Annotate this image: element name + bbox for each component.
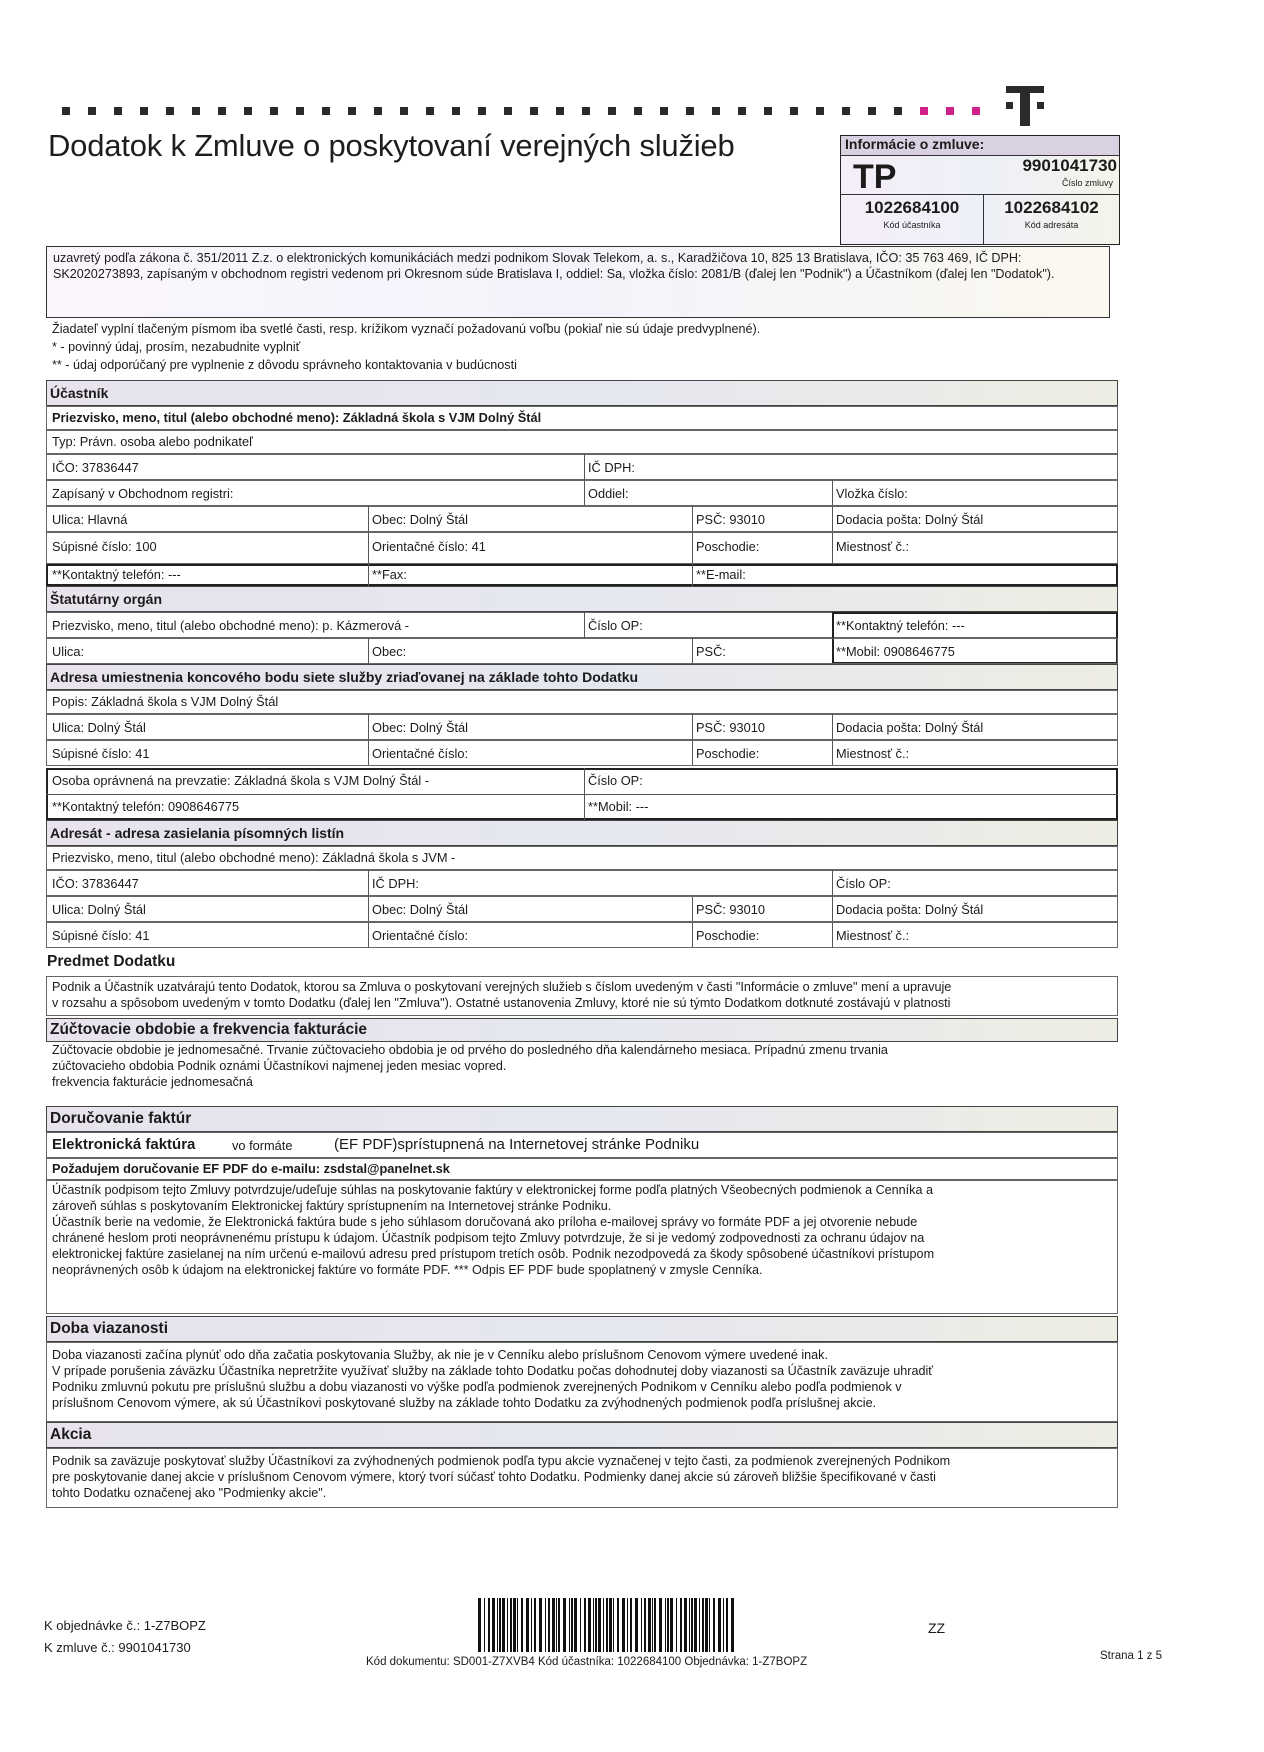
contract-number-label: Číslo zmluvy (1061, 178, 1113, 188)
zuctovacie-line-1: Zúčtovacie obdobie je jednomesačné. Trvanie zúčtovacieho obdobia je od prvého do posledného dňa kalendárneho mesiaca. Prípadnú zmenu trvania (52, 1043, 888, 1057)
header-dot (166, 107, 174, 115)
header-dot (452, 107, 460, 115)
info-box-heading: Informácie o zmluve: (841, 136, 1119, 156)
section-statutar: Štatutárny orgán (46, 586, 1118, 612)
barcode-bar (552, 1598, 555, 1652)
addressee-code-label: Kód adresáta (1024, 220, 1079, 230)
header-dot (192, 107, 200, 115)
adresa-supisne: Súpisné číslo: 41 (52, 746, 150, 761)
barcode-bar (517, 1598, 518, 1652)
barcode-bar (598, 1598, 601, 1652)
barcode-bar (691, 1598, 693, 1652)
barcode-bar (680, 1598, 682, 1652)
adresat-orientacne: Orientačné číslo: (372, 928, 469, 943)
barcode-bar (531, 1598, 532, 1652)
header-dot (556, 107, 564, 115)
participant-code: 1022684100 (864, 198, 960, 217)
adresa-posta: Dodacia pošta: Dolný Štál (836, 720, 984, 735)
barcode-bar (569, 1598, 570, 1652)
ucastnik-psc: PSČ: 93010 (696, 512, 766, 527)
header-dot (764, 107, 772, 115)
statutar-ulica: Ulica: (52, 644, 84, 659)
barcode-bar (595, 1598, 597, 1652)
barcode-caption: Kód dokumentu: SD001-Z7XVB4 Kód účastníka: 1022684100 Objednávka: 1-Z7BOPZ (366, 1656, 808, 1668)
doba-line-1: Doba viazanosti začína plynúť odo dňa začatia poskytovania Služby, ak nie je v Cenníku alebo príslušnom Cenovom výmere uvedené inak. (52, 1348, 828, 1362)
header-dot (608, 107, 616, 115)
footer-order: K objednávke č.: 1-Z7BOPZ (44, 1618, 206, 1633)
barcode-bar (641, 1598, 642, 1652)
adresa-osoba: Osoba oprávnená na prevzatie: Základná škola s VJM Dolný Štál - (52, 773, 429, 788)
ucastnik-name: Priezvisko, meno, titul (alebo obchodné meno): Základná škola s VJM Dolný Štál (52, 410, 542, 425)
header-dot (62, 107, 70, 115)
adresat-psc: PSČ: 93010 (696, 902, 766, 917)
barcode-bar (659, 1598, 662, 1652)
ucastnik-miestnost: Miestnosť č.: (836, 539, 910, 554)
adresa-mobil: **Mobil: --- (588, 799, 649, 814)
barcode-bar (606, 1598, 608, 1652)
statutar-psc: PSČ: (696, 644, 726, 659)
barcode-bar (588, 1598, 591, 1652)
header-dot (660, 107, 668, 115)
dorucovanie-line-1: Účastník podpisom tejto Zmluvy potvrdzuje/udeľuje súhlas na poskytovanie faktúry v elektronickej forme podľa platných Všeobecných podmienok a Cenníka a (52, 1183, 933, 1197)
ucastnik-fax: **Fax: (372, 567, 407, 582)
header-dot (374, 107, 382, 115)
header-dot (894, 107, 902, 115)
header-dot (582, 107, 590, 115)
barcode-bar (563, 1598, 566, 1652)
barcode-bar (478, 1598, 481, 1652)
ucastnik-ulica: Ulica: Hlavná (52, 512, 128, 527)
ucastnik-posta: Dodacia pošta: Dolný Štál (836, 512, 984, 527)
header-dot (738, 107, 746, 115)
zuctovacie-line-3: frekvencia fakturácie jednomesačná (52, 1075, 253, 1089)
header-dot (400, 107, 408, 115)
barcode-bar (571, 1598, 573, 1652)
footer-zz: ZZ (928, 1620, 946, 1636)
statutar-mobil: **Mobil: 0908646775 (836, 644, 955, 659)
barcode-bar (648, 1598, 651, 1652)
barcode-bar (497, 1598, 498, 1652)
barcode-bar (684, 1598, 687, 1652)
ucastnik-register: Zapísaný v Obchodnom registri: (52, 486, 234, 501)
header-dot (114, 107, 122, 115)
adresat-icdph: IČ DPH: (372, 876, 419, 891)
barcode-bar (534, 1598, 536, 1652)
barcode-bar (593, 1598, 594, 1652)
ucastnik-vlozka: Vložka číslo: (836, 486, 908, 501)
barcode-bar (694, 1598, 697, 1652)
note-mandatory: * - povinný údaj, prosím, nezabudnite vyplniť (52, 340, 301, 354)
barcode (478, 1598, 738, 1652)
dorucovanie-line-3: Účastník berie na vedomie, že Elektronická faktúra bude s jeho súhlasom doručovaná ako príloha e-mailovej správy vo formáte PDF a jej otvorenie nebude (52, 1215, 918, 1229)
barcode-bar (699, 1598, 700, 1652)
header-dot (946, 107, 954, 115)
header-dot (790, 107, 798, 115)
barcode-bar (492, 1598, 495, 1652)
barcode-bar (670, 1598, 673, 1652)
row-adresat-ico (46, 870, 1118, 896)
document-title: Dodatok k Zmluve o poskytovaní verejných služieb (48, 128, 735, 163)
barcode-bar (521, 1598, 523, 1652)
ucastnik-supisne: Súpisné číslo: 100 (52, 539, 157, 554)
statutar-cislo-op: Číslo OP: (588, 618, 643, 633)
row-kontakt (46, 564, 1118, 586)
adresa-obec: Obec: Dolný Štál (372, 720, 469, 735)
barcode-bar (713, 1598, 715, 1652)
ucastnik-icdph: IČ DPH: (588, 460, 635, 475)
adresa-cislo-op: Číslo OP: (588, 773, 643, 788)
adresa-miestnost: Miestnosť č.: (836, 746, 910, 761)
barcode-bar (718, 1598, 721, 1652)
header-dot (348, 107, 356, 115)
predmet-line-1: Podnik a Účastník uzatvárajú tento Dodatok, ktorou sa Zmluva o poskytovaní verejných služieb s číslom uvedeným v časti "Informácie o zmluve" mení a upravuje (52, 980, 952, 994)
adresa-telefon: **Kontaktný telefón: 0908646775 (52, 799, 240, 814)
adresat-cislo-op: Číslo OP: (836, 876, 891, 891)
header-dot (920, 107, 928, 115)
addressee-code: 1022684102 (1004, 198, 1099, 217)
zuctovacie-line-2: zúčtovacieho obdobia Podnik oznámi Účastníkovi najmenej jeden mesiac vopred. (52, 1059, 507, 1073)
ef-email: Požadujem doručovanie EF PDF do e-mailu: zsdstal@panelnet.sk (52, 1161, 450, 1176)
ef-desc: (EF PDF)sprístupnená na Internetovej stránke Podniku (334, 1136, 700, 1153)
header-dot (270, 107, 278, 115)
header-dot (530, 107, 538, 115)
barcode-bar (539, 1598, 542, 1652)
barcode-bar (548, 1598, 550, 1652)
ucastnik-poschodie: Poschodie: (696, 539, 760, 554)
footer-contract: K zmluve č.: 9901041730 (44, 1640, 191, 1655)
adresat-posta: Dodacia pošta: Dolný Štál (836, 902, 984, 917)
adresa-popis: Popis: Základná škola s VJM Dolný Štál (52, 694, 279, 709)
barcode-bar (545, 1598, 546, 1652)
doba-line-4: príslušnom Cenovom výmere, ak sú Účastníkovi poskytované služby na základe tohto Dodatku za zvýhodnených podmienok podľa príslušnej akcie. (52, 1396, 877, 1410)
adresat-ico: IČO: 37836447 (52, 876, 139, 891)
barcode-bar (702, 1598, 704, 1652)
barcode-bar (558, 1598, 560, 1652)
adresa-psc: PSČ: 93010 (696, 720, 766, 735)
row-adresat-supisne (46, 922, 1118, 948)
dorucovanie-line-4: chránené heslom proti neoprávnenému prístupu k údajom. Účastník podpisom tejto Zmluvy potvrdzuje, že si je vedomý zodpovednosti za ochranu údajov na (52, 1231, 925, 1245)
barcode-bar (654, 1598, 656, 1652)
barcode-bar (584, 1598, 586, 1652)
section-zuctovacie: Zúčtovacie obdobie a frekvencia fakturácie (46, 1018, 1118, 1042)
intro-paragraph: uzavretý podľa zákona č. 351/2011 Z.z. o elektronických komunikáciách medzi podnikom Slovak Telekom, a. s., Karadžičova 10, 825 13 Bratislava, IČO: 35 763 469, IČ DPH: SK2020273893, zapísaným v obchodnom registri vedenom pri Okresnom súde Bratislava I, oddiel: Sa, vložka číslo: 2081/B (ďalej len "Podnik") a Účastníkom (ďalej len "Dodatok"). (46, 246, 1110, 318)
dorucovanie-line-5: elektronickej faktúre zasielanej na ním určenú e-mailovú adresu pred prístupom tretích osôb. Podnik nezodpovedá za škody spôsobené účastníkovi prístupom (52, 1247, 935, 1261)
ucastnik-orientacne: Orientačné číslo: 41 (372, 539, 486, 554)
barcode-bar (689, 1598, 690, 1652)
ucastnik-oddiel: Oddiel: (588, 486, 629, 501)
row-supisne (46, 532, 1118, 564)
header-dot (88, 107, 96, 115)
header-dot (296, 107, 304, 115)
contract-number: 9901041730 (1022, 156, 1117, 175)
ucastnik-typ: Typ: Právn. osoba alebo podnikateľ (52, 434, 253, 449)
barcode-bar (630, 1598, 632, 1652)
header-dot (478, 107, 486, 115)
barcode-bar (723, 1598, 724, 1652)
akcia-line-2: pre poskytovanie danej akcie v príslušnom Cenovom výmere, ktorý tvorí súčasť tohto Dodatku. Podmienky danej akcie sú zároveň bližšie špecifikované v časti (52, 1470, 936, 1484)
note-recommended: ** - údaj odporúčaný pre vyplnenie z dôvodu správneho kontaktovania v budúcnosti (52, 358, 517, 372)
ucastnik-telefon: **Kontaktný telefón: --- (52, 567, 181, 582)
header-dot (712, 107, 720, 115)
header-dot (686, 107, 694, 115)
header-dot (634, 107, 642, 115)
barcode-bar (499, 1598, 501, 1652)
header-dot (972, 107, 980, 115)
predmet-line-2: v rozsahu a spôsobom uvedeným v tomto Dodatku (ďalej len "Zmluva"). Ostatné ustanovenia Zmluvy, ktoré nie sú týmto Dodatkom dotknuté zostávajú v platnosti (52, 996, 951, 1010)
barcode-bar (580, 1598, 581, 1652)
akcia-line-3: tohto Dodatku označenej ako "Podmienky akcie". (52, 1486, 327, 1500)
header-dot (868, 107, 876, 115)
header-dot (218, 107, 226, 115)
barcode-bar (603, 1598, 604, 1652)
adresat-name: Priezvisko, meno, titul (alebo obchodné meno): Základná škola s JVM - (52, 850, 456, 865)
header-dot (244, 107, 252, 115)
adresa-ulica: Ulica: Dolný Štál (52, 720, 146, 735)
doba-line-3: Podniku zmluvnú pokutu pre príslušnú službu a dobu viazanosti vo výške podľa podmienok zverejnených Podnikom v Cenníku alebo podľa podmienok v (52, 1380, 902, 1394)
barcode-bar (502, 1598, 505, 1652)
ucastnik-ico: IČO: 37836447 (52, 460, 139, 475)
telekom-logo (1004, 82, 1046, 130)
contract-info-box (840, 135, 1120, 245)
barcode-bar (644, 1598, 646, 1652)
adresat-miestnost: Miestnosť č.: (836, 928, 910, 943)
header-dot (816, 107, 824, 115)
section-predmet: Predmet Dodatku (47, 953, 176, 970)
barcode-bar (488, 1598, 490, 1652)
adresat-obec: Obec: Dolný Štál (372, 902, 469, 917)
dorucovanie-line-6: neoprávnených osôb k údajom na elektronickej faktúre vo formáte PDF. *** Odpis EF PDF bude spoplatnený v zmysle Cenníka. (52, 1263, 763, 1277)
barcode-bar (556, 1598, 557, 1652)
barcode-bar (731, 1598, 734, 1652)
adresat-supisne: Súpisné číslo: 41 (52, 928, 150, 943)
statutar-obec: Obec: (372, 644, 407, 659)
header-dot (504, 107, 512, 115)
barcode-bar (513, 1598, 516, 1652)
section-adresa: Adresa umiestnenia koncového bodu siete služby zriaďovanej na základe tohto Dodatku (46, 664, 1118, 690)
row-adresa-supisne (46, 740, 1118, 766)
barcode-bar (676, 1598, 677, 1652)
header-dots (62, 104, 1108, 118)
adresa-poschodie: Poschodie: (696, 746, 760, 761)
section-ucastnik: Účastník (46, 380, 1118, 406)
ucastnik-email: **E-mail: (696, 567, 746, 582)
barcode-bar (665, 1598, 666, 1652)
section-akcia: Akcia (46, 1422, 1118, 1448)
barcode-bar (635, 1598, 638, 1652)
ef-label: Elektronická faktúra (52, 1136, 196, 1153)
header-dot (842, 107, 850, 115)
akcia-line-1: Podnik sa zaväzuje poskytovať služby Účastníkovi za zvýhodnených podmienok podľa typu akcie vyznačenej v tejto časti, za podmienok zverejnených Podnikom (52, 1454, 951, 1468)
barcode-bar (484, 1598, 485, 1652)
barcode-bar (507, 1598, 508, 1652)
dorucovanie-line-2: zároveň súhlas s poskytovaním Elektronickej faktúry sprístupnením na Internetovej stránke Podniku. (52, 1199, 612, 1213)
tp-label: TP (853, 158, 897, 196)
barcode-bar (617, 1598, 619, 1652)
ef-format: vo formáte (232, 1138, 293, 1153)
section-doba: Doba viazanosti (46, 1316, 1118, 1342)
row-ico (46, 454, 1118, 480)
barcode-bar (526, 1598, 529, 1652)
statutar-telefon: **Kontaktný telefón: --- (836, 618, 965, 633)
note-fill-instructions: Žiadateľ vyplní tlačeným písmom iba svetlé časti, resp. krížikom vyznačí požadovanú voľbu (pokiaľ nie sú údaje predvyplnené). (52, 322, 761, 336)
barcode-bar (613, 1598, 614, 1652)
barcode-bar (705, 1598, 708, 1652)
barcode-bar (622, 1598, 625, 1652)
barcode-bar (574, 1598, 577, 1652)
barcode-bar (652, 1598, 653, 1652)
section-adresat: Adresát - adresa zasielania písomných listín (46, 820, 1118, 846)
barcode-bar (709, 1598, 710, 1652)
row-statutar-address (46, 638, 1118, 664)
doba-line-2: V prípade porušenia záväzku Účastníka nepretržite využívať služby na základe tohto Dodatku počas dohodnutej doby viazanosti sa Účastník zaväzuje uhradiť (52, 1364, 934, 1378)
header-dot (426, 107, 434, 115)
header-dot (322, 107, 330, 115)
adresat-ulica: Ulica: Dolný Štál (52, 902, 146, 917)
statutar-name: Priezvisko, meno, titul (alebo obchodné meno): p. Kázmerová - (52, 618, 410, 633)
ucastnik-obec: Obec: Dolný Štál (372, 512, 469, 527)
page-number: Strana 1 z 5 (1100, 1650, 1163, 1662)
adresa-orientacne: Orientačné číslo: (372, 746, 469, 761)
section-dorucovanie: Doručovanie faktúr (46, 1106, 1118, 1132)
header-dot (140, 107, 148, 115)
barcode-bar (667, 1598, 669, 1652)
participant-code-label: Kód účastníka (883, 220, 941, 230)
barcode-bar (627, 1598, 628, 1652)
barcode-bar (510, 1598, 512, 1652)
barcode-bar (609, 1598, 612, 1652)
adresat-poschodie: Poschodie: (696, 928, 760, 943)
barcode-bar (726, 1598, 728, 1652)
